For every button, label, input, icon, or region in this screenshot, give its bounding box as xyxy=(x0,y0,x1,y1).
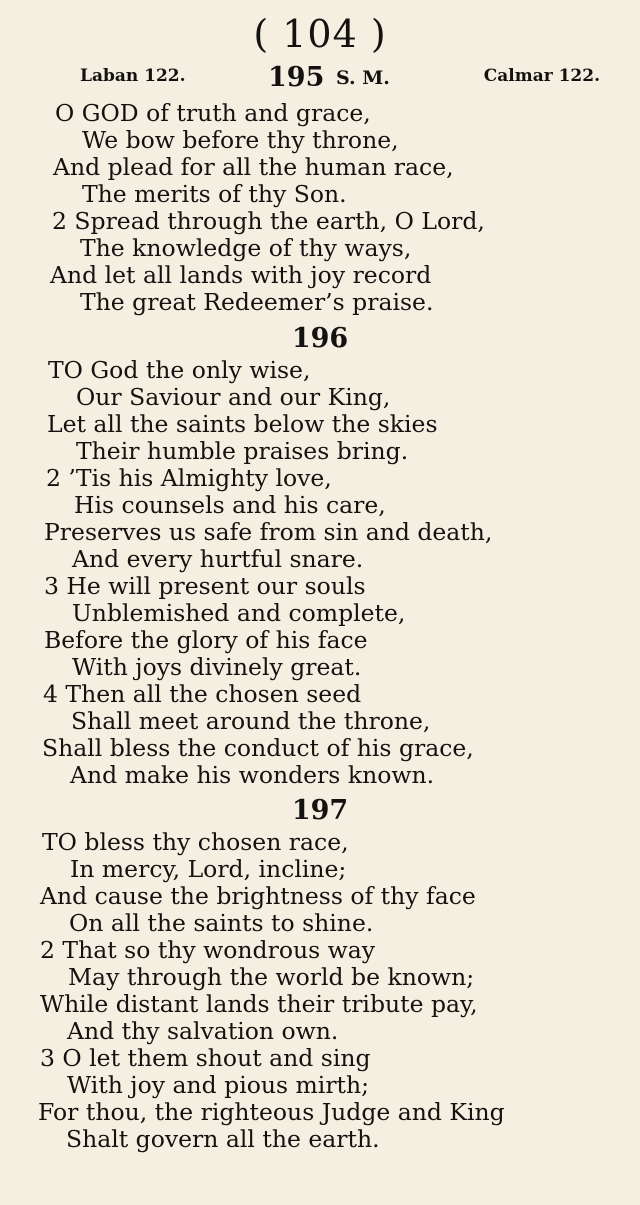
hymn-line: And plead for all the human race, xyxy=(53,153,454,181)
hymn-line: 2 That so thy wondrous way xyxy=(40,936,376,964)
hymn-line: Preserves us safe from sin and death, xyxy=(44,518,493,546)
hymn-line: May through the world be known; xyxy=(68,963,475,991)
hymn-number-196: 196 xyxy=(291,323,349,354)
tune-name-left: Laban 122. xyxy=(80,66,186,86)
hymn-line: While distant lands their tribute pay, xyxy=(40,990,478,1018)
hymn-line: Before the glory of his face xyxy=(44,626,368,654)
hymn-line: His counsels and his care, xyxy=(74,491,386,519)
hymn-line: And cause the brightness of thy face xyxy=(40,882,476,910)
hymn-line: TO God the only wise, xyxy=(48,356,311,384)
hymn-number-195: 195 xyxy=(268,62,325,93)
hymn-line: We bow before thy throne, xyxy=(82,126,399,154)
hymn-line: Unblemished and complete, xyxy=(72,599,406,627)
hymn-line: 4 Then all the chosen seed xyxy=(43,680,362,708)
hymn-line: Their humble praises bring. xyxy=(76,437,409,465)
hymn-line: 3 O let them shout and sing xyxy=(40,1044,371,1072)
hymn-line: Shalt govern all the earth. xyxy=(66,1125,380,1153)
tune-name-right: Calmar 122. xyxy=(483,66,600,86)
hymn-line: With joy and pious mirth; xyxy=(67,1071,370,1099)
page-number: ( 104 ) xyxy=(253,12,387,56)
hymn-number-197: 197 xyxy=(291,795,349,826)
hymn-line: The great Redeemer’s praise. xyxy=(80,288,434,316)
hymn-line: Shall meet around the throne, xyxy=(71,707,431,735)
hymn-line: And let all lands with joy record xyxy=(50,261,432,289)
hymn-line: The knowledge of thy ways, xyxy=(80,234,412,262)
hymn-line: 3 He will present our souls xyxy=(44,572,366,600)
hymn-line: And make his wonders known. xyxy=(70,761,435,789)
hymn-line: 2 ’Tis his Almighty love, xyxy=(46,464,332,492)
hymn-line: O GOD of truth and grace, xyxy=(55,99,371,127)
hymn-line: Let all the saints below the skies xyxy=(47,410,438,438)
hymn-line: 2 Spread through the earth, O Lord, xyxy=(52,207,485,235)
hymn-line: On all the saints to shine. xyxy=(69,909,374,937)
hymn-line: TO bless thy chosen race, xyxy=(42,828,349,856)
hymn-line: Shall bless the conduct of his grace, xyxy=(42,734,474,762)
hymn-line: And thy salvation own. xyxy=(67,1017,339,1045)
hymn-line: And every hurtful snare. xyxy=(72,545,364,573)
hymn-line: With joys divinely great. xyxy=(72,653,362,681)
hymn-line: The merits of thy Son. xyxy=(82,180,347,208)
hymn-line: Our Saviour and our King, xyxy=(76,383,391,411)
meter-label: S. M. xyxy=(336,67,390,89)
hymn-line: For thou, the righteous Judge and King xyxy=(38,1098,505,1126)
hymn-line: In mercy, Lord, incline; xyxy=(70,855,347,883)
